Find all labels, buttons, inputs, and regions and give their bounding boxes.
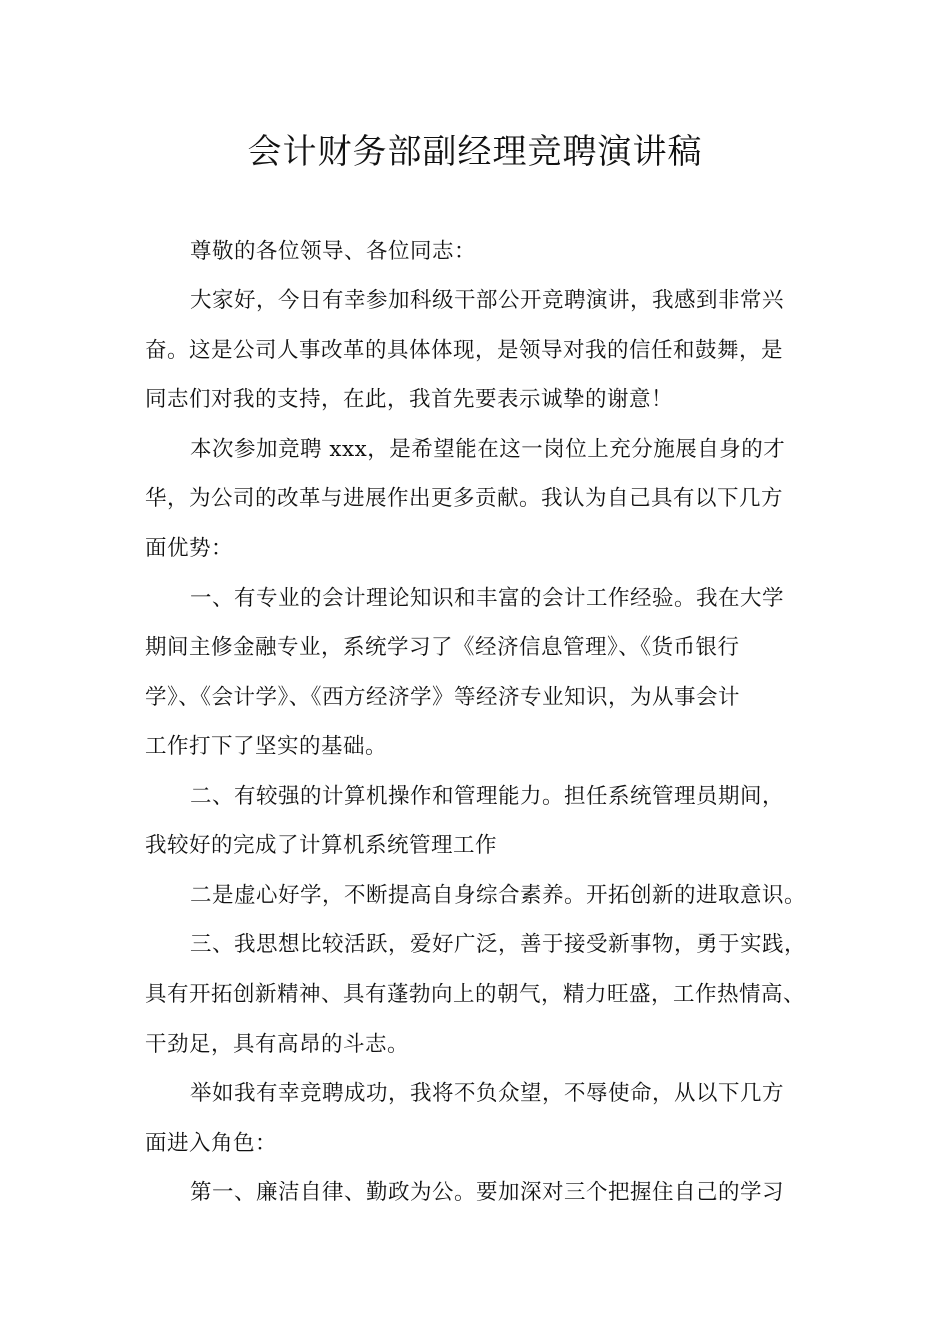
- text-line: 我较好的完成了计算机系统管理工作: [145, 833, 498, 858]
- text-line: 三、我思想比较活跃，爱好广泛，善于接受新事物，勇于实践，: [190, 932, 807, 957]
- text-line: 干劲足，具有高昂的斗志。: [145, 1032, 410, 1057]
- text-line: 同志们对我的支持，在此，我首先要表示诚挚的谢意！: [145, 387, 674, 412]
- text-line: 学》、《会计学》、《西方经济学》等经济专业知识，为从事会计: [145, 685, 741, 710]
- text-line: 大家好，今日有幸参加科级干部公开竞聘演讲，我感到非常兴: [190, 288, 785, 313]
- text-line: 工作打下了坚实的基础。: [145, 734, 388, 759]
- text-line: 尊敬的各位领导、各位同志：: [190, 239, 477, 264]
- text-line: 具有开拓创新精神、具有蓬勃向上的朝气，精力旺盛，工作热情高、: [145, 982, 806, 1007]
- text-line: 举如我有幸竞聘成功，我将不负众望，不辱使命，从以下几方: [190, 1081, 785, 1106]
- document-title: 会计财务部副经理竞聘演讲稿: [247, 132, 703, 172]
- text-line: 第一、廉洁自律、勤政为公。要加深对三个把握住自己的学习: [190, 1180, 785, 1205]
- text-line: 面进入角色：: [145, 1131, 278, 1156]
- text-line: 期间主修金融专业，系统学习了《经济信息管理》、《货币银行: [145, 635, 740, 660]
- text-line: 二、有较强的计算机操作和管理能力。担任系统管理员期间，: [190, 784, 785, 809]
- text-line: 面优势：: [145, 536, 234, 561]
- text-line: 奋。这是公司人事改革的具体体现，是领导对我的信任和鼓舞，是: [145, 338, 784, 363]
- text-line: 一、有专业的会计理论知识和丰富的会计工作经验。我在大学: [190, 586, 785, 611]
- text-line: 本次参加竞聘 xxx，是希望能在这一岗位上充分施展自身的才: [190, 437, 786, 462]
- text-line: 华，为公司的改革与进展作出更多贡献。我认为自己具有以下几方: [145, 486, 784, 511]
- text-line: 二是虚心好学，不断提高自身综合素养。开拓创新的进取意识。: [190, 883, 807, 908]
